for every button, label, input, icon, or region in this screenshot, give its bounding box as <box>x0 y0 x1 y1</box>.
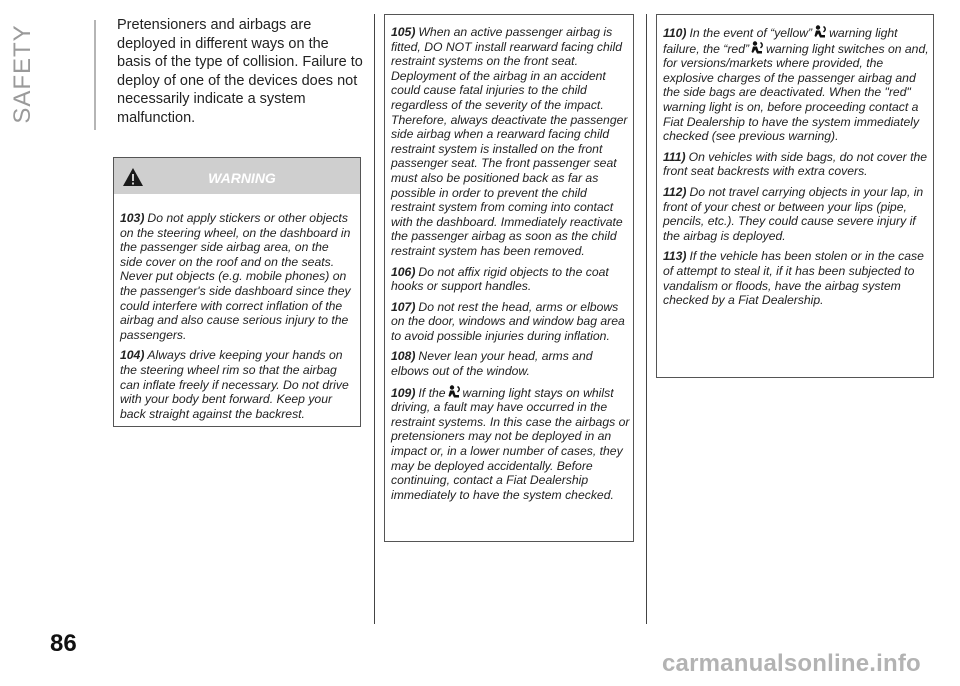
warning-notes <box>114 194 360 421</box>
note-text: Do not apply stickers or other objects on the steering wheel, on the dashboard in the passenger side airbag area, on the side cover on the roof and on the seats. Never put objects (e.g. mobile phones) on the passenger's side dashboard since they could interfere with correct inflation of the airbag and also cause serious injury to the passengers. <box>120 211 351 342</box>
page-number: 86 <box>50 630 77 657</box>
note-text: Do not rest the head, arms or elbows on the door, windows and window bag area to avoid possible injuries during inflation. <box>391 299 625 343</box>
warning-title: WARNING <box>208 170 276 186</box>
note-109 <box>391 385 631 503</box>
warning-box <box>113 157 361 427</box>
airbag-seat-icon <box>813 25 828 39</box>
note-number: 108) <box>391 349 416 364</box>
note-text: Always drive keeping your hands on the steering wheel rim so that the airbag can inflate freely if necessary. Do not drive with your body bent forward. Keep your back straight against the backrest. <box>120 348 349 421</box>
note-number: 106) <box>391 264 416 279</box>
note-text: Do not affix rigid objects to the coat hooks or support handles. <box>391 264 609 294</box>
note-text: If the vehicle has been stolen or in the case of attempt to steal it, if it has been subjected to vandalism or floods, have the airbag system checked by a Fiat Dealership. <box>663 249 924 308</box>
note-number: 109) <box>391 385 416 400</box>
note-103 <box>120 211 354 342</box>
watermark: carmanualsonline.info <box>662 650 921 677</box>
note-text: In the event of “yellow” <box>689 26 813 40</box>
note-106 <box>391 265 631 294</box>
note-text: warning light switches on and, for versions/markets where provided, the explosive charges of the passenger airbag and the side bags are deactivated. When the "red" warning light is on, before proceeding contact a Fiat Dealership to have the system immediately checked (see previous warning). <box>663 41 929 144</box>
note-number: 113) <box>663 249 687 264</box>
note-text: warning light stays on whilst driving, a fault may have occurred in the restraint systems. In this case the airbags or pretensioners may not be deployed in an impact or, in a lower number of cases, they may be deployed accidentally. Before continuing, contact a Fiat Dealership immediately to have the system checked. <box>391 385 630 502</box>
note-text: If the <box>418 385 446 400</box>
column-rule <box>646 14 647 624</box>
section-divider <box>94 20 96 130</box>
note-108 <box>391 349 631 378</box>
note-number: 104) <box>120 348 145 363</box>
note-110 <box>663 25 929 144</box>
note-text: On vehicles with side bags, do not cover the front seat backrests with extra covers. <box>663 149 928 179</box>
note-text: When an active passenger airbag is fitted, DO NOT install rearward facing child restraint systems on the front seat. Deployment of the airbag in an accident could cause fatal injuries to the child regardless of the severity of the impact. Therefore, always deactivate the passenger side airbag when a rearward facing child restraint system is installed on the front passenger seat. The front passenger seat must also be positioned back as far as possible in order to prevent the child restraint system from coming into contact with the dashboard. Immediately reactivate the passenger airbag as soon as the child restraint system has been removed. <box>391 25 628 258</box>
note-text: Do not travel carrying objects in your lap, in front of your chest or between your lips (pipe, pencils, etc.). They could cause severe injury if the airbag is deployed. <box>663 184 924 243</box>
note-113 <box>663 249 929 307</box>
warning-header <box>114 158 360 194</box>
note-number: 103) <box>120 211 145 225</box>
note-111 <box>663 150 929 179</box>
airbag-seat-icon <box>750 41 765 55</box>
notes-box-column-3 <box>656 14 934 378</box>
note-107 <box>391 300 631 344</box>
note-112 <box>663 185 929 243</box>
note-number: 110) <box>663 26 687 40</box>
note-number: 112) <box>663 184 687 199</box>
section-title: SAFETY <box>9 24 36 124</box>
intro-paragraph: Pretensioners and airbags are deployed in different ways on the basis of the type of collision. Failure to deploy of one of the devices does not necessarily indicate a system malfunction. <box>117 17 363 126</box>
column-rule <box>374 14 375 624</box>
airbag-seat-icon <box>447 385 462 399</box>
note-text: Never lean your head, arms and elbows out of the window. <box>391 349 593 379</box>
note-text: warning light failure, the “red” <box>663 26 898 56</box>
notes-column-2 <box>385 15 633 502</box>
note-number: 111) <box>663 149 686 164</box>
notes-column-3 <box>657 15 933 308</box>
note-number: 107) <box>391 299 416 314</box>
note-number: 105) <box>391 25 416 39</box>
note-105 <box>391 25 631 259</box>
note-104 <box>120 348 354 421</box>
notes-box-column-2 <box>384 14 634 542</box>
